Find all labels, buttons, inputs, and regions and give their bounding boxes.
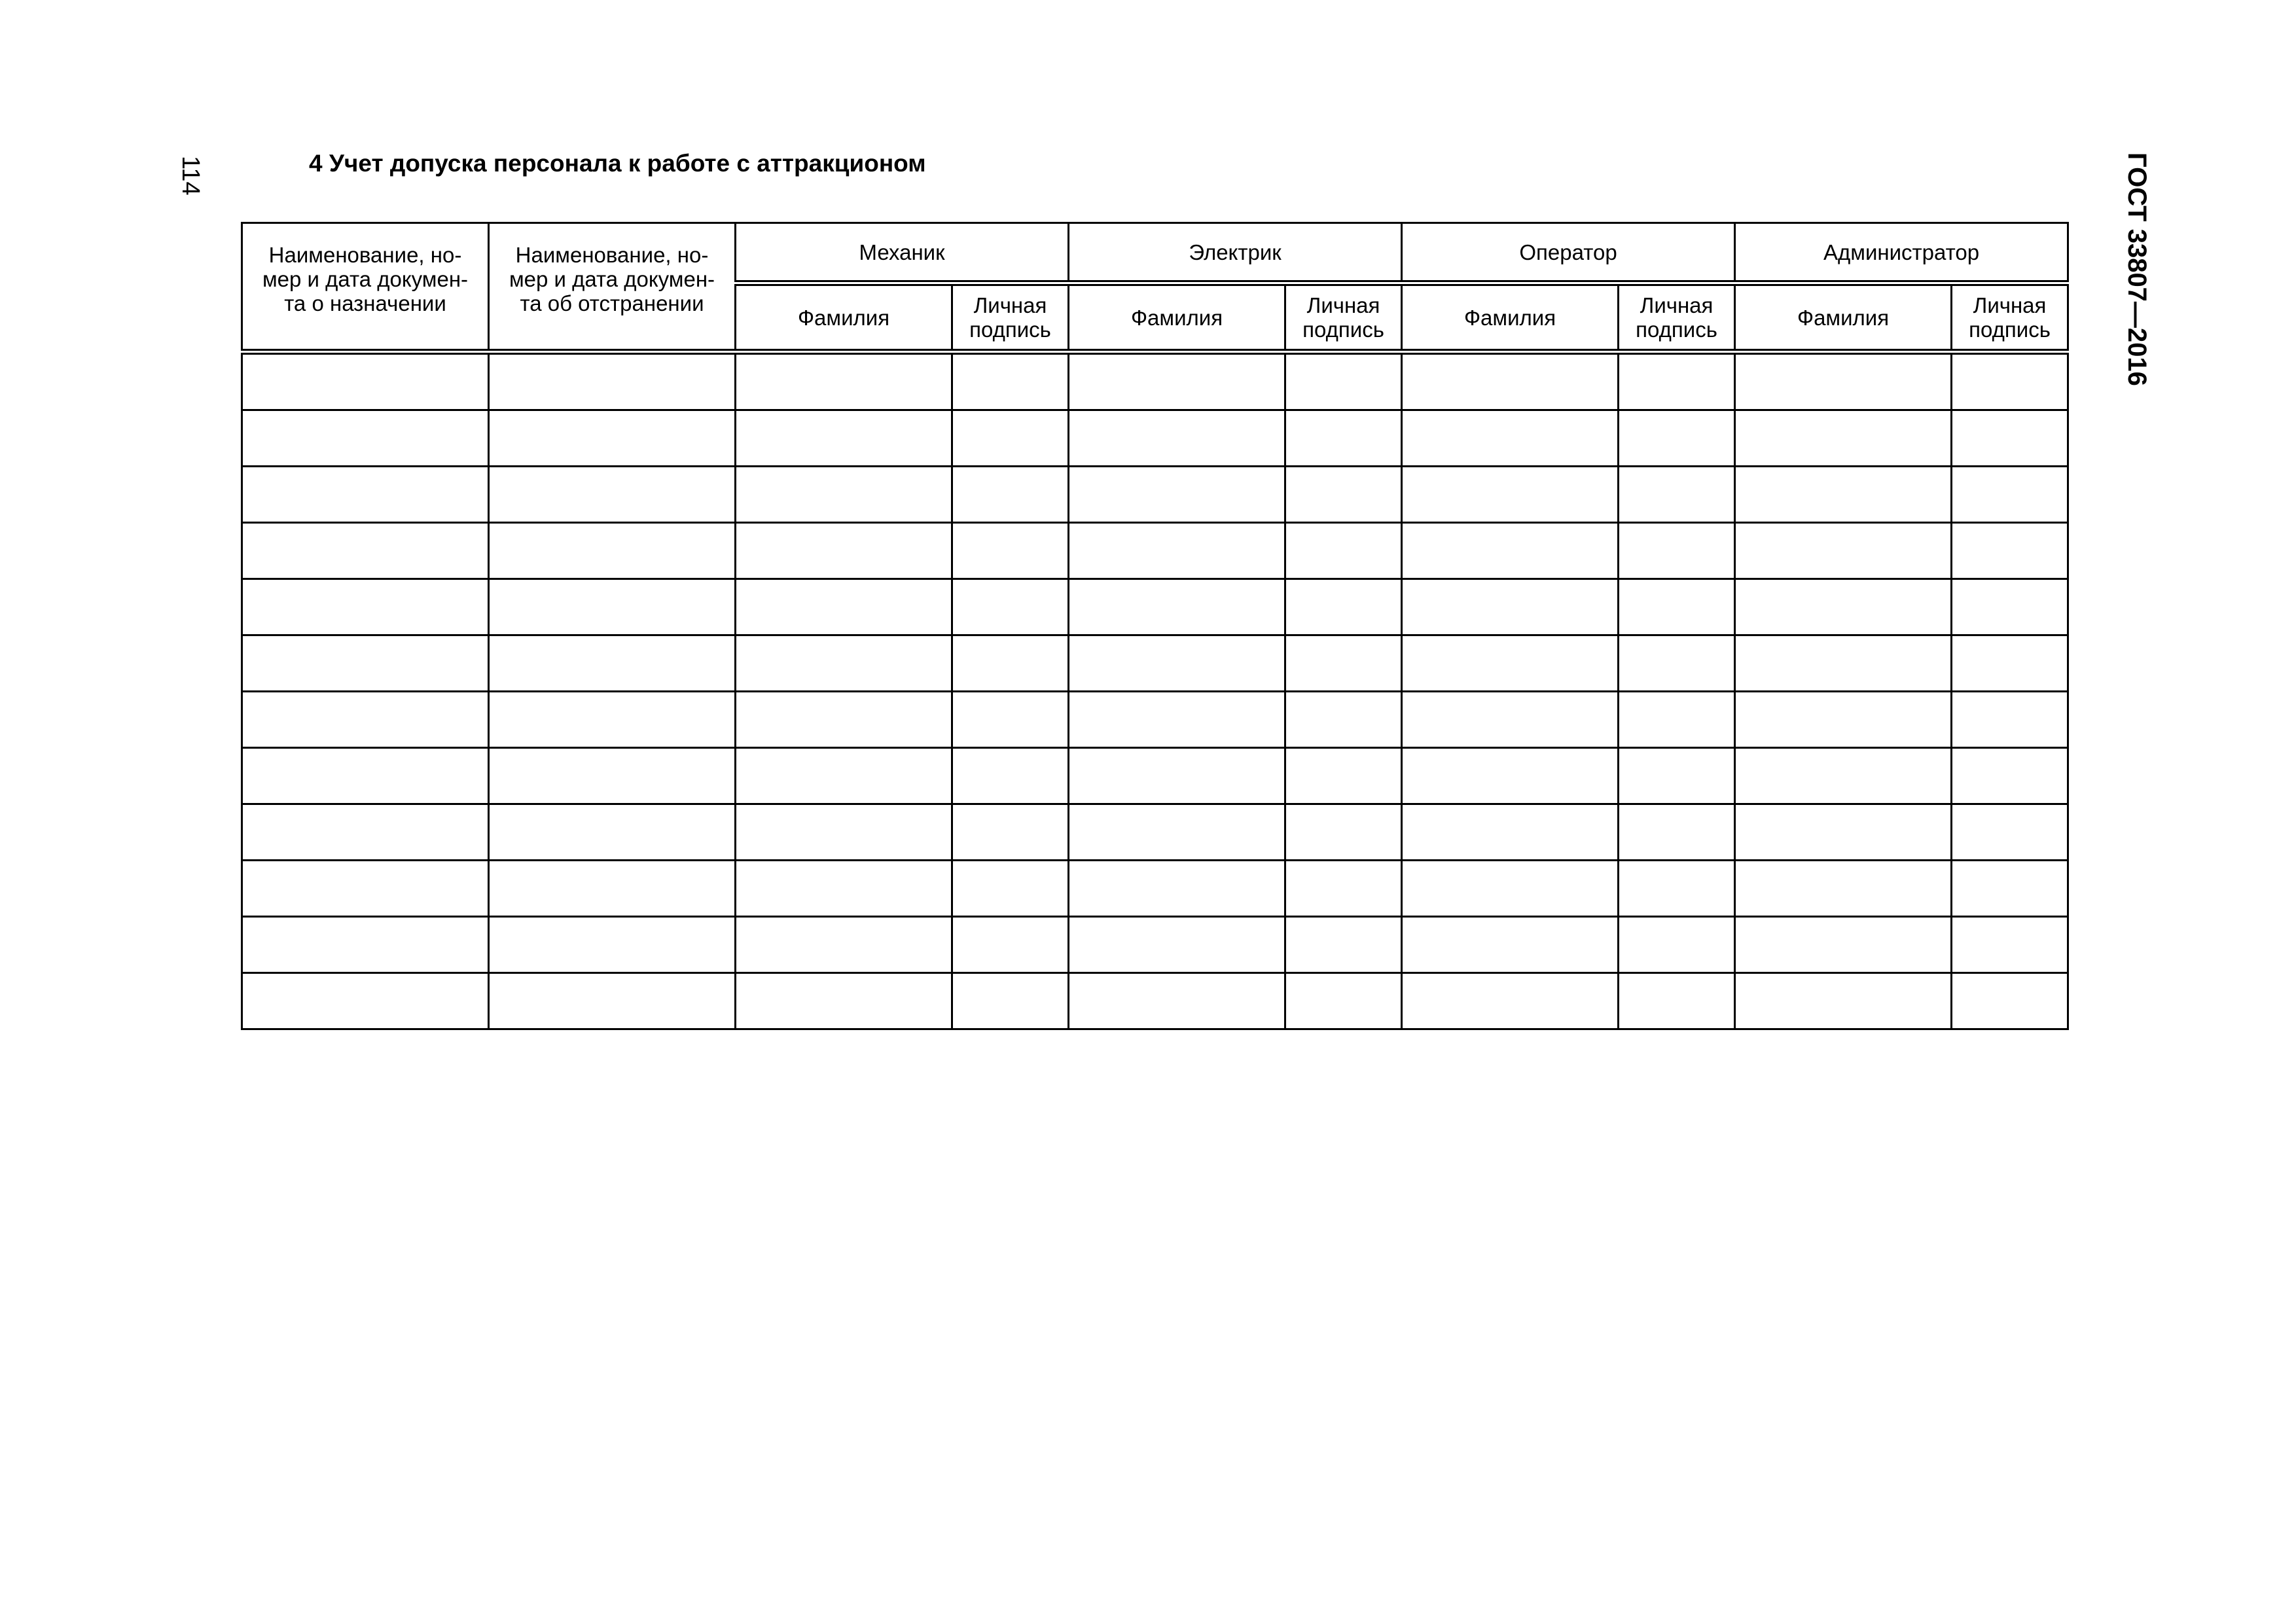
table-cell [1285,748,1402,804]
table-cell [1952,973,2068,1029]
table-cell [736,804,952,861]
table-cell [952,579,1069,635]
table-cell [1285,410,1402,467]
table-cell [736,579,952,635]
table-cell [1735,523,1952,579]
table-cell [736,917,952,973]
table-cell [736,861,952,917]
table-cell [1619,467,1735,523]
table-cell [1619,861,1735,917]
table-cell [1402,917,1619,973]
table-cell [242,748,489,804]
table-cell [1619,352,1735,410]
table-cell [1952,804,2068,861]
table-cell [1735,748,1952,804]
table-cell [1069,635,1285,692]
table-cell [242,635,489,692]
table-cell [489,692,736,748]
table-cell [736,748,952,804]
table-cell [489,635,736,692]
table-cell [736,523,952,579]
table-cell [489,523,736,579]
table-cell [952,973,1069,1029]
table-row [242,523,2068,579]
table-cell [1069,861,1285,917]
table-cell [1285,579,1402,635]
role-header-mechanic: Механик [736,223,1069,283]
table-row [242,917,2068,973]
table-cell [1402,467,1619,523]
table-cell [242,861,489,917]
table-cell [242,804,489,861]
table-cell [489,467,736,523]
table-cell [1952,352,2068,410]
table-cell [1952,861,2068,917]
surname-header: Фамилия [1402,283,1619,352]
table-row [242,692,2068,748]
table-cell [242,410,489,467]
appointment-document-header: Наименование, но- мер и дата докумен- та о назначении [242,223,489,352]
surname-header: Фамилия [736,283,952,352]
table-row [242,973,2068,1029]
table-cell [1285,917,1402,973]
table-cell [1619,579,1735,635]
section-title: 4 Учет допуска персонала к работе с аттракционом [309,150,926,177]
table-cell [1069,579,1285,635]
standard-id-text: ГОСТ 33807—2016 [2123,152,2151,386]
table-cell [242,917,489,973]
table-cell [952,352,1069,410]
table-cell [1402,352,1619,410]
table-cell [1735,804,1952,861]
table-cell [489,410,736,467]
table-cell [736,410,952,467]
table-row [242,352,2068,410]
signature-header: Личная подпись [1619,283,1735,352]
table-cell [1952,748,2068,804]
table-cell [1735,410,1952,467]
table-cell [1402,579,1619,635]
table-row [242,748,2068,804]
table-cell [1735,917,1952,973]
table-cell [1285,804,1402,861]
table-cell [952,804,1069,861]
table-cell [1952,467,2068,523]
table-cell [1735,579,1952,635]
signature-header: Личная подпись [1952,283,2068,352]
table-cell [1069,692,1285,748]
table-cell [1285,467,1402,523]
table-cell [1619,917,1735,973]
table-cell [489,748,736,804]
table-cell [1069,352,1285,410]
signature-header: Личная подпись [1285,283,1402,352]
table-cell [1952,917,2068,973]
table-cell [952,748,1069,804]
table-cell [489,352,736,410]
table-cell [1735,467,1952,523]
table-cell [489,917,736,973]
table-cell [1735,973,1952,1029]
table-cell [1069,410,1285,467]
table-cell [1619,523,1735,579]
table-cell [489,579,736,635]
table-cell [1069,973,1285,1029]
table-cell [1285,635,1402,692]
table-cell [242,523,489,579]
table-cell [952,410,1069,467]
table-cell [1952,692,2068,748]
table-cell [952,523,1069,579]
table-cell [1402,748,1619,804]
table-cell [242,352,489,410]
table-cell [952,692,1069,748]
table-cell [736,352,952,410]
role-header-electrician: Электрик [1069,223,1402,283]
table-cell [1402,861,1619,917]
table-cell [242,973,489,1029]
table-cell [736,635,952,692]
table-cell [1285,692,1402,748]
table-row [242,635,2068,692]
table-cell [1285,861,1402,917]
table-cell [242,467,489,523]
table-cell [1285,523,1402,579]
signature-header: Личная подпись [952,283,1069,352]
table-cell [1069,917,1285,973]
table-cell [1735,861,1952,917]
table-cell [1402,635,1619,692]
table-cell [1285,973,1402,1029]
surname-header: Фамилия [1069,283,1285,352]
table-cell [1402,973,1619,1029]
table-cell [1952,523,2068,579]
table-cell [1402,523,1619,579]
table-cell [242,692,489,748]
table-cell [736,467,952,523]
table-cell [1069,467,1285,523]
table-cell [1735,352,1952,410]
table-cell [1402,692,1619,748]
table-cell [489,804,736,861]
table-cell [489,973,736,1029]
role-header-administrator: Администратор [1735,223,2068,283]
table-cell [1619,635,1735,692]
table-cell [736,973,952,1029]
table-cell [1619,748,1735,804]
table-cell [1619,973,1735,1029]
table-cell [1069,748,1285,804]
role-header-operator: Оператор [1402,223,1735,283]
table-cell [1952,579,2068,635]
table-cell [736,692,952,748]
table-cell [1952,410,2068,467]
table-cell [1069,523,1285,579]
personnel-admission-table [241,222,2069,1030]
table-cell [1952,635,2068,692]
table-cell [242,579,489,635]
table-cell [952,635,1069,692]
table-cell [952,861,1069,917]
page-number-text: 114 [177,156,204,196]
dismissal-document-header: Наименование, но- мер и дата докумен- та об отстранении [489,223,736,352]
table-cell [1619,410,1735,467]
table-cell [1619,804,1735,861]
table-cell [1735,692,1952,748]
table-cell [489,861,736,917]
table-row [242,579,2068,635]
table-cell [952,917,1069,973]
table-body [242,352,2068,1029]
table-row [242,861,2068,917]
table-row [242,467,2068,523]
table-row [242,804,2068,861]
table-cell [952,467,1069,523]
surname-header: Фамилия [1735,283,1952,352]
table-row [242,410,2068,467]
table-cell [1735,635,1952,692]
table-cell [1402,410,1619,467]
table-cell [1069,804,1285,861]
table-cell [1619,692,1735,748]
table-cell [1285,352,1402,410]
table-cell [1402,804,1619,861]
